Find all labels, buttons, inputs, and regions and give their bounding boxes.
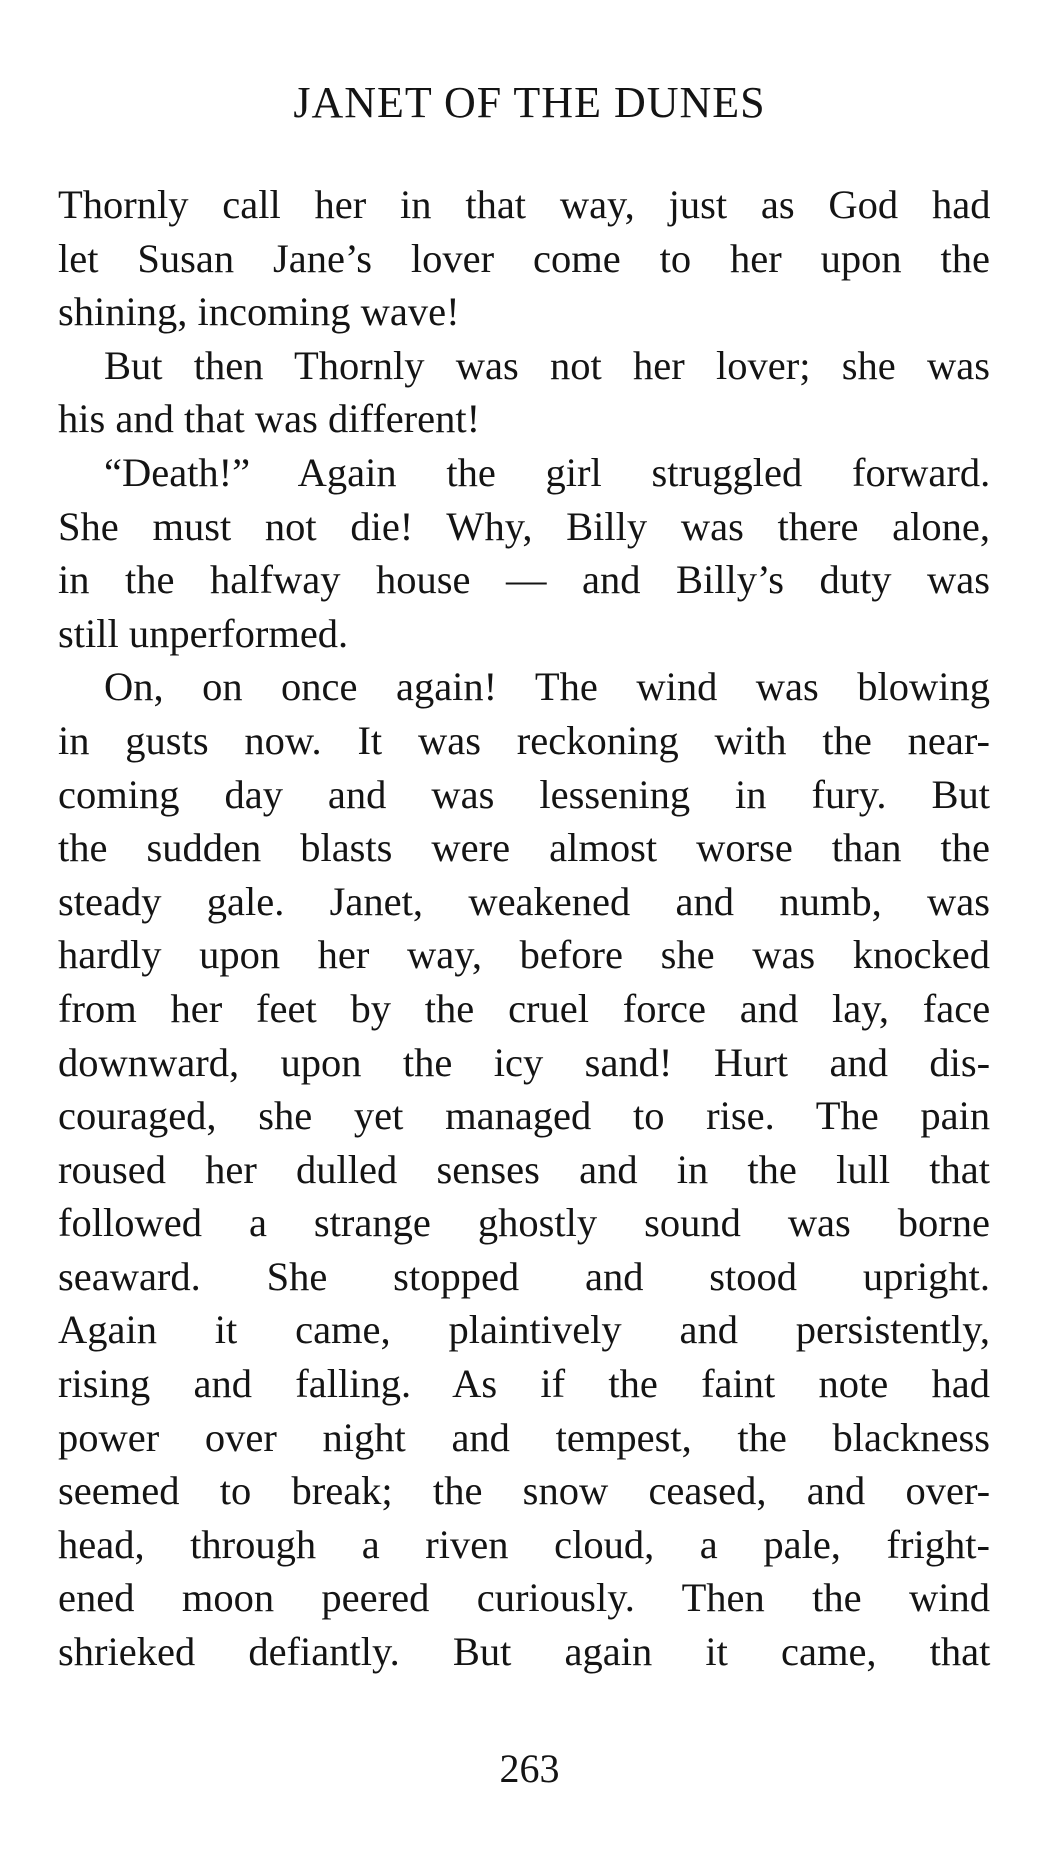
- text-line: ened moon peered curiously. Then the wind: [58, 1575, 990, 1621]
- text-line: hardly upon her way, before she was knocked: [58, 932, 990, 978]
- text-line: seemed to break; the snow ceased, and over-: [58, 1468, 991, 1514]
- text-line: shining, incoming wave!: [58, 289, 460, 335]
- text-line: from her feet by the cruel force and lay, face: [58, 985, 991, 1031]
- text-line: the sudden blasts were almost worse than the: [58, 825, 990, 871]
- text-line: steady gale. Janet, weakened and numb, was: [58, 878, 990, 924]
- text-line: “Death!” Again the girl struggled forward.: [104, 449, 991, 495]
- text-line: downward, upon the icy sand! Hurt and dis-: [58, 1039, 991, 1085]
- text-line: shrieked defiantly. But again it came, that: [58, 1629, 991, 1675]
- running-head: JANET OF THE DUNES: [293, 78, 766, 127]
- body-text: [58, 178, 990, 1679]
- text-line: rising and falling. As if the faint note had: [58, 1361, 990, 1407]
- paragraph-2: [58, 339, 990, 446]
- paragraph-1: [58, 178, 990, 339]
- text-line: Thornly call her in that way, just as God had: [58, 182, 991, 227]
- text-line: On, on once again! The wind was blowing: [104, 664, 990, 710]
- text-line: But then Thornly was not her lover; she was: [104, 342, 990, 388]
- text-line: still unperformed.: [58, 610, 349, 656]
- text-line: coming day and was lessening in fury. But: [58, 771, 991, 817]
- text-line: power over night and tempest, the blackness: [58, 1414, 990, 1460]
- text-line: in gusts now. It was reckoning with the near-: [58, 717, 990, 763]
- text-line: couraged, she yet managed to rise. The pain: [58, 1093, 991, 1139]
- text-line: seaward. She stopped and stood upright.: [58, 1253, 990, 1299]
- text-line: in the halfway house — and Billy’s duty was: [58, 557, 990, 603]
- text-line: followed a strange ghostly sound was borne: [58, 1200, 990, 1246]
- text-line: his and that was different!: [58, 396, 481, 442]
- paragraph-3: [58, 446, 990, 660]
- text-line: Again it came, plaintively and persistently,: [58, 1307, 990, 1353]
- text-line: She must not die! Why, Billy was there alone,: [58, 503, 990, 549]
- text-line: head, through a riven cloud, a pale, fright-: [58, 1521, 990, 1567]
- paragraph-4: [58, 660, 990, 1678]
- page-number: 263: [499, 1746, 560, 1791]
- text-line: let Susan Jane’s lover come to her upon the: [58, 235, 990, 281]
- text-line: roused her dulled senses and in the lull that: [58, 1146, 990, 1192]
